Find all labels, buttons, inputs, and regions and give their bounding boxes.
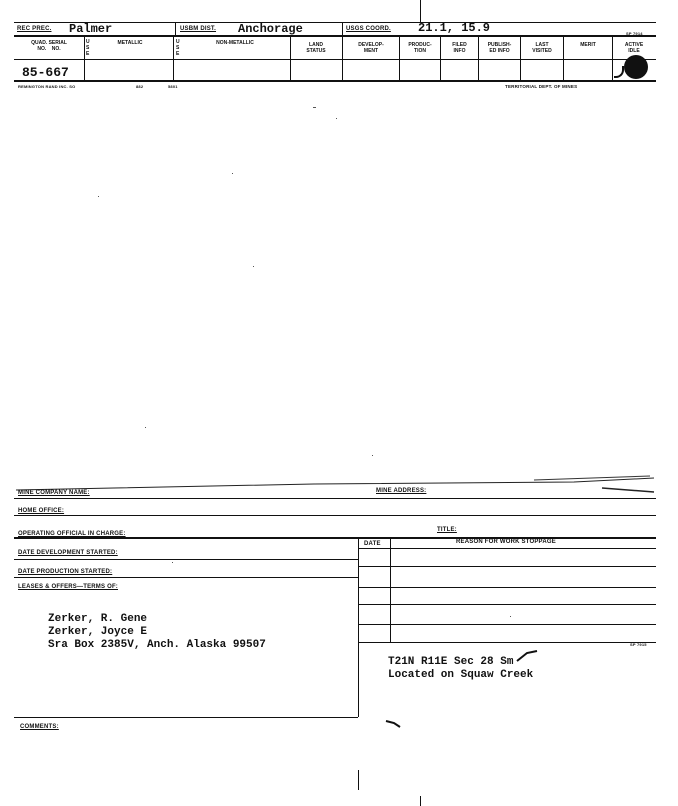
leases-label: LEASES & OFFERS—TERMS OF: [18,584,119,590]
usbm-dist-value: Anchorage [238,22,303,36]
tick-mark [614,66,624,78]
mine-company-label: MINE COMPANY NAME: [18,490,90,496]
lease-line: Zerker, R. Gene [48,613,148,625]
scan-top-edge [14,470,658,498]
punch-hole-mark [624,55,648,79]
quad-number-value: 85-667 [22,65,69,80]
operating-official-label: OPERATING OFFICIAL IN CHARGE: [18,531,126,537]
prod-started-label: DATE PRODUCTION STARTED: [18,569,113,575]
usgs-coord-value: 21.1, 15.9 [418,21,491,35]
rec-prec-label: REC PREC. [17,26,52,32]
location-line: Located on Squaw Creek [388,669,534,681]
col-active-idle: ACTIVE IDLE [624,42,644,54]
col-use-1: U S E [86,39,90,57]
home-office-label: HOME OFFICE: [18,508,65,514]
date-column-header: DATE [364,541,381,547]
col-metallic: METALLIC [117,40,143,46]
rec-prec-value: Palmer [69,22,113,36]
lease-line: Zerker, Joyce E [48,626,148,638]
col-last-visited: LAST VISITED [532,42,552,54]
col-filed-info: FILED INFO [452,42,467,54]
col-use-2: U S E [176,39,180,57]
lease-line: Sra Box 2385V, Anch. Alaska 99507 [48,639,266,651]
col-quad-serial: QUAD. SERIAL NO. NO. [31,40,67,52]
col-land-status: LAND STATUS [306,42,326,54]
printer-code-1: 882 [136,84,144,89]
col-non-metallic: NON-METALLIC [216,40,254,46]
form-code-2: SP 7915 [630,642,647,647]
col-production: PRODUC- TION [408,42,432,54]
mine-address-label: MINE ADDRESS: [376,488,427,494]
col-published-info: PUBLISH- ED INFO [487,42,512,54]
col-development: DEVELOP- MENT [358,42,384,54]
form-code: SP 7914 [626,31,643,36]
usbm-dist-label: USBM DIST. [180,26,217,32]
agency-name: TERRITORIAL DEPT. OF MINES [505,84,578,89]
usgs-coord-label: USGS COORD. [346,26,391,32]
col-merit: MERIT [580,42,596,48]
printer-code-2: 5801 [168,84,178,89]
dev-started-label: DATE DEVELOPMENT STARTED: [18,550,118,556]
pen-mark [515,649,539,663]
comments-label: COMMENTS: [20,724,59,730]
title-label: TITLE: [437,527,457,533]
printer-credit: REMINGTON RAND INC. SO [18,84,76,89]
reason-column-header: REASON FOR WORK STOPPAGE [456,539,556,545]
pen-stroke [384,718,404,730]
location-line: T21N R11E Sec 28 Sm [388,656,514,668]
